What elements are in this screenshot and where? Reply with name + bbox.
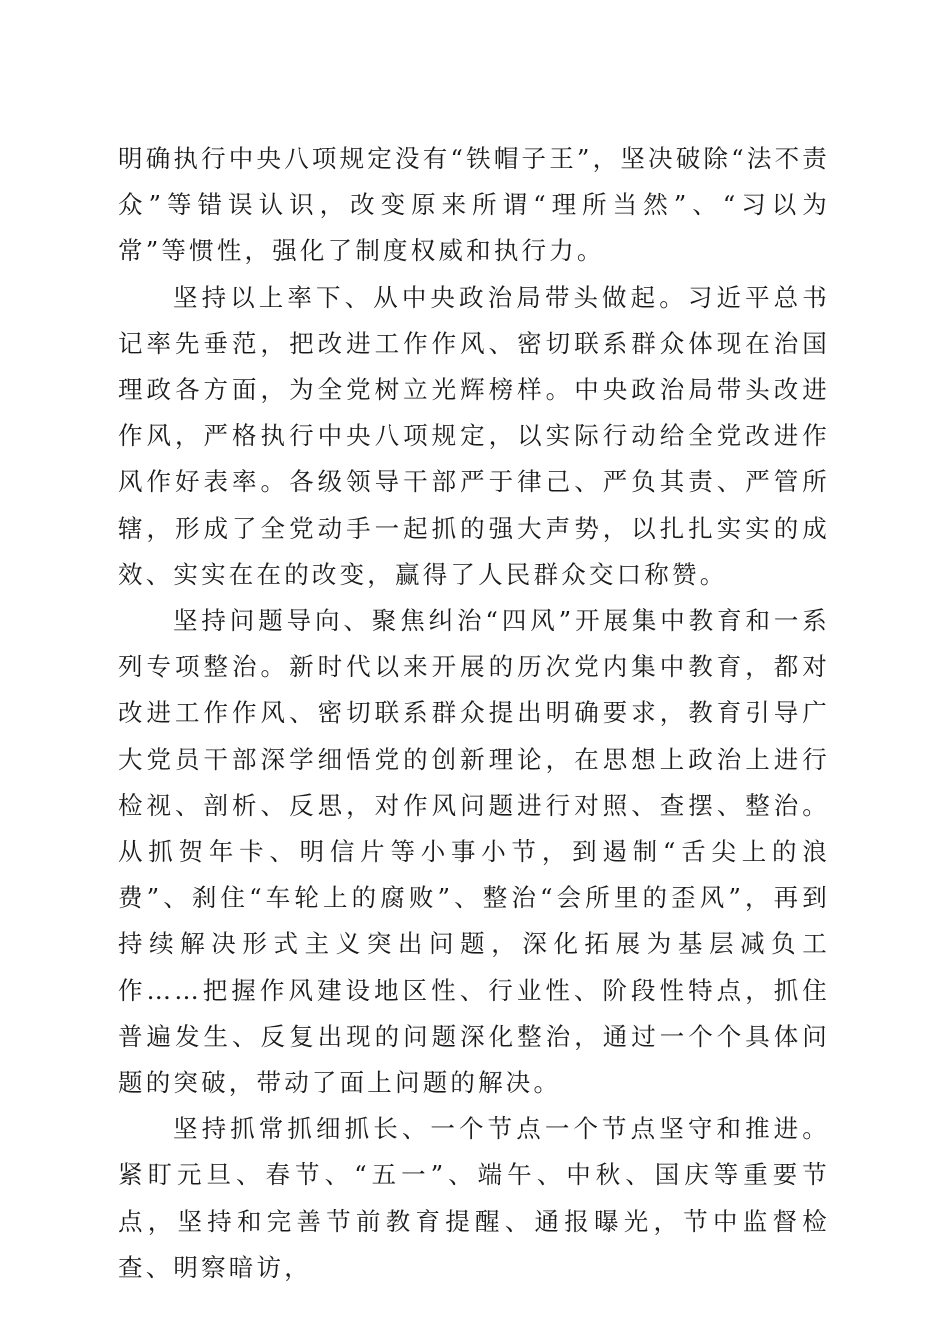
paragraph-1: 明确执行中央八项规定没有“铁帽子王”，坚决破除“法不责众”等错误认识，改变原来所谓“理所当然”、“习以为常”等惯性，强化了制度权威和执行力。 bbox=[118, 144, 830, 266]
document-body bbox=[118, 136, 830, 1291]
paragraph-3: 坚持问题导向、聚焦纠治“四风”开展集中教育和一系列专项整治。新时代以来开展的历次党内集中教育，都对改进工作作风、密切联系群众提出明确要求，教育引导广大党员干部深学细悟党的创新理论，在思想上政治上进行检视、剖析、反思，对作风问题进行对照、查摆、整治。从抓贺年卡、明信片等小事小节，到遏制“舌尖上的浪费”、刹住“车轮上的腐败”、整治“会所里的歪风”，再到持续解决形式主义突出问题，深化拓展为基层减负工作……把握作风建设地区性、行业性、阶段性特点，抓住普遍发生、反复出现的问题深化整治，通过一个个具体问题的突破，带动了面上问题的解决。 bbox=[118, 606, 830, 1098]
paragraph-2: 坚持以上率下、从中央政治局带头做起。习近平总书记率先垂范，把改进工作作风、密切联系群众体现在治国理政各方面，为全党树立光辉榜样。中央政治局带头改进作风，严格执行中央八项规定，以实际行动给全党改进作风作好表率。各级领导干部严于律己、严负其责、严管所辖，形成了全党动手一起抓的强大声势，以扎扎实实的成效、实实在在的改变，赢得了人民群众交口称赞。 bbox=[118, 282, 830, 589]
paragraph-4: 坚持抓常抓细抓长、一个节点一个节点坚守和推进。紧盯元旦、春节、“五一”、端午、中秋、国庆等重要节点，坚持和完善节前教育提醒、通报曝光，节中监督检查、明察暗访， bbox=[118, 1114, 830, 1282]
